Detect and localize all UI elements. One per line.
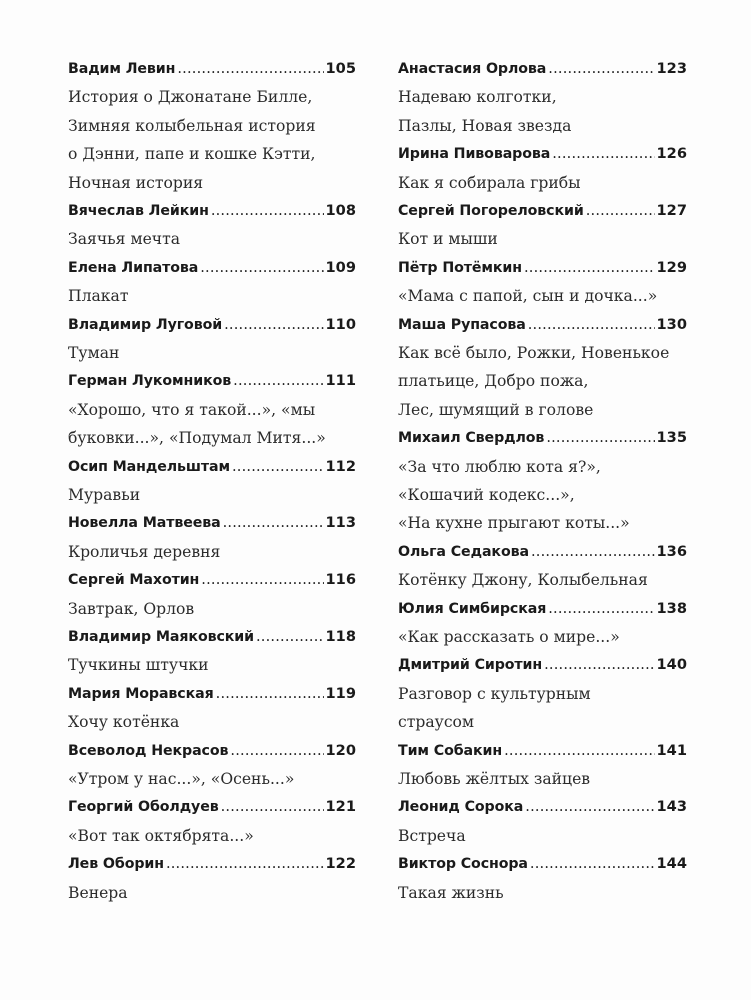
toc-entry bbox=[68, 367, 356, 452]
work-title-line: «Как рассказать о мире...» bbox=[398, 628, 620, 646]
page-number: 140 bbox=[656, 656, 687, 674]
page-number: 111 bbox=[325, 372, 356, 390]
toc-author-line bbox=[398, 538, 687, 566]
page-number: 130 bbox=[656, 315, 687, 333]
dot-leader bbox=[504, 737, 654, 765]
page-number: 116 bbox=[325, 571, 356, 589]
author-name: Вадим Левин bbox=[68, 61, 176, 77]
author-name: Владимир Маяковский bbox=[68, 629, 254, 645]
work-title-line: Зимняя колыбельная история bbox=[68, 116, 316, 135]
work-title-line: Встреча bbox=[398, 826, 466, 845]
works-list bbox=[68, 822, 356, 850]
dot-leader bbox=[224, 311, 323, 339]
dot-leader bbox=[548, 595, 654, 623]
toc-author-line bbox=[68, 55, 356, 83]
author-name: Новелла Матвеева bbox=[68, 515, 221, 532]
work-title-line: Как всё было, Рожки, Новенькое bbox=[398, 343, 670, 362]
work-title-line: История о Джонатане Билле, bbox=[68, 88, 313, 107]
works-list bbox=[68, 396, 356, 453]
toc-author-line bbox=[68, 254, 356, 282]
work-title-line: «На кухне прыгают коты...» bbox=[398, 514, 630, 533]
work-title-line: «Утром у нас...», «Осень...» bbox=[68, 769, 295, 788]
contents-column-left bbox=[68, 55, 356, 907]
page-number: 112 bbox=[325, 457, 356, 475]
work-title-line: Плакат bbox=[68, 287, 129, 306]
toc-entry bbox=[68, 737, 356, 794]
toc-entry bbox=[398, 850, 687, 907]
works-list bbox=[398, 453, 687, 538]
works-list bbox=[68, 481, 356, 509]
author-name: Виктор Соснора bbox=[398, 856, 528, 873]
toc-entry bbox=[68, 197, 356, 254]
toc-author-line bbox=[68, 311, 356, 339]
page-number: 136 bbox=[656, 542, 687, 560]
toc-author-line bbox=[398, 311, 687, 339]
toc-author-line bbox=[68, 793, 356, 821]
author-name: Леонид Сорока bbox=[398, 799, 524, 816]
works-list bbox=[398, 282, 687, 310]
dot-leader bbox=[221, 793, 324, 821]
author-name: Дмитрий Сиротин bbox=[398, 657, 543, 674]
toc-entry bbox=[398, 737, 687, 794]
dot-leader bbox=[528, 311, 655, 339]
work-title-line: Ночная история bbox=[68, 173, 204, 192]
toc-author-line bbox=[68, 197, 356, 225]
works-list bbox=[68, 339, 356, 367]
works-list bbox=[68, 765, 356, 793]
work-title-line: о Дэнни, папе и кошке Кэтти, bbox=[68, 145, 316, 164]
dot-leader bbox=[216, 680, 324, 708]
author-name: Мария Моравская bbox=[68, 685, 214, 702]
page-number: 126 bbox=[656, 145, 687, 163]
author-name: Осип Мандельштам bbox=[68, 458, 230, 475]
author-name: Сергей Погореловский bbox=[398, 203, 584, 219]
toc-author-line bbox=[398, 140, 687, 168]
toc-author-line bbox=[68, 509, 356, 537]
page-number: 127 bbox=[656, 202, 687, 219]
toc-author-line bbox=[68, 850, 356, 878]
toc-entry bbox=[68, 453, 356, 510]
toc-entry bbox=[398, 197, 687, 254]
works-list bbox=[398, 623, 687, 651]
dot-leader bbox=[211, 197, 324, 225]
works-list bbox=[68, 83, 356, 197]
work-title-line: страусом bbox=[398, 713, 475, 732]
works-list bbox=[68, 595, 356, 623]
dot-leader bbox=[232, 453, 324, 481]
work-title-line: Надеваю колготки, bbox=[398, 88, 557, 107]
works-list bbox=[398, 765, 687, 793]
work-title-line: Хочу котёнка bbox=[68, 713, 180, 732]
page-number: 119 bbox=[325, 684, 356, 702]
toc-entry bbox=[68, 55, 356, 197]
work-title-line: Разговор с культурным bbox=[398, 684, 591, 703]
toc-author-line bbox=[398, 793, 687, 821]
page-number: 121 bbox=[325, 798, 356, 816]
toc-entry bbox=[398, 793, 687, 850]
page-number: 105 bbox=[325, 60, 356, 77]
toc-author-line bbox=[68, 737, 356, 765]
toc-author-line bbox=[398, 424, 687, 452]
toc-entry bbox=[68, 680, 356, 737]
work-title-line: Заячья мечта bbox=[68, 230, 181, 249]
dot-leader bbox=[544, 651, 654, 679]
dot-leader bbox=[548, 55, 654, 83]
toc-entry bbox=[68, 254, 356, 311]
page-number: 123 bbox=[656, 60, 687, 77]
work-title-line: Пазлы, Новая звезда bbox=[398, 116, 572, 135]
works-list bbox=[398, 566, 687, 594]
dot-leader bbox=[552, 140, 654, 168]
page-number: 122 bbox=[325, 855, 356, 873]
author-name: Юлия Симбирская bbox=[398, 600, 547, 617]
works-list bbox=[398, 680, 687, 737]
toc-entry bbox=[398, 538, 687, 595]
author-name: Михаил Свердлов bbox=[398, 430, 545, 447]
work-title-line: «За что люблю кота я?», bbox=[398, 457, 601, 476]
page-number: 144 bbox=[656, 855, 687, 873]
dot-leader bbox=[530, 850, 655, 878]
dot-leader bbox=[256, 623, 324, 651]
works-list bbox=[398, 879, 687, 907]
works-list bbox=[398, 225, 687, 253]
toc-author-line bbox=[68, 623, 356, 651]
toc-entry bbox=[398, 55, 687, 140]
page-number: 109 bbox=[325, 258, 356, 276]
work-title-line: Венера bbox=[68, 883, 128, 902]
page-number: 135 bbox=[656, 429, 687, 447]
toc-author-line bbox=[398, 254, 687, 282]
author-name: Ольга Седакова bbox=[398, 543, 529, 560]
page-number: 113 bbox=[325, 514, 356, 532]
page-number: 143 bbox=[656, 798, 687, 816]
work-title-line: Любовь жёлтых зайцев bbox=[398, 770, 591, 788]
toc-entry bbox=[68, 850, 356, 907]
author-name: Лев Оборин bbox=[68, 856, 164, 873]
work-title-line: Туман bbox=[68, 344, 120, 362]
page-number: 138 bbox=[656, 599, 687, 617]
work-title-line: Муравьи bbox=[68, 486, 141, 504]
dot-leader bbox=[201, 566, 323, 594]
work-title-line: Лес, шумящий в голове bbox=[398, 400, 594, 419]
page-number: 120 bbox=[325, 741, 356, 759]
dot-leader bbox=[166, 850, 324, 878]
toc-author-line bbox=[398, 651, 687, 679]
author-name: Пётр Потёмкин bbox=[398, 259, 522, 276]
page-number: 108 bbox=[325, 202, 356, 220]
toc-author-line bbox=[68, 566, 356, 594]
toc-entry bbox=[398, 140, 687, 197]
work-title-line: «Вот так октябрята...» bbox=[68, 826, 254, 845]
contents-column-right bbox=[398, 55, 687, 907]
author-name: Маша Рупасова bbox=[398, 316, 526, 333]
toc-entry bbox=[398, 595, 687, 652]
author-name: Елена Липатова bbox=[68, 259, 199, 276]
work-title-line: «Мама с папой, сын и дочка...» bbox=[398, 287, 658, 306]
works-list bbox=[68, 282, 356, 310]
toc-entry bbox=[398, 651, 687, 736]
toc-author-line bbox=[398, 737, 687, 765]
work-title-line: Завтрак, Орлов bbox=[68, 599, 195, 618]
author-name: Владимир Луговой bbox=[68, 316, 223, 333]
dot-leader bbox=[223, 509, 324, 537]
work-title-line: Как я собирала грибы bbox=[398, 173, 581, 192]
toc-author-line bbox=[68, 680, 356, 708]
toc-author-line bbox=[68, 453, 356, 481]
author-name: Сергей Махотин bbox=[68, 572, 200, 589]
works-list bbox=[68, 708, 356, 736]
author-name: Анастасия Орлова bbox=[398, 61, 547, 77]
toc-author-line bbox=[68, 367, 356, 395]
works-list bbox=[398, 83, 687, 140]
author-name: Георгий Оболдуев bbox=[68, 799, 219, 816]
toc-entry bbox=[398, 311, 687, 425]
author-name: Вячеслав Лейкин bbox=[68, 203, 209, 220]
works-list bbox=[68, 879, 356, 907]
dot-leader bbox=[586, 197, 655, 225]
dot-leader bbox=[200, 254, 323, 282]
toc-entry bbox=[398, 424, 687, 538]
work-title-line: Котёнку Джону, Колыбельная bbox=[398, 571, 648, 590]
author-name: Герман Лукомников bbox=[68, 373, 232, 390]
work-title-line: платьице, Добро пожа, bbox=[398, 372, 589, 391]
dot-leader bbox=[233, 367, 323, 395]
work-title-line: Кот и мыши bbox=[398, 230, 498, 249]
author-name: Тим Собакин bbox=[398, 742, 503, 759]
author-name: Ирина Пивоварова bbox=[398, 146, 551, 163]
works-list bbox=[68, 538, 356, 566]
page-number: 129 bbox=[656, 258, 687, 276]
works-list bbox=[68, 651, 356, 679]
dot-leader bbox=[230, 737, 323, 765]
toc-entry bbox=[68, 623, 356, 680]
dot-leader bbox=[177, 55, 323, 83]
author-name: Всеволод Некрасов bbox=[68, 742, 229, 759]
work-title-line: Такая жизнь bbox=[398, 883, 504, 902]
works-list bbox=[398, 339, 687, 424]
page-number: 118 bbox=[325, 628, 356, 645]
toc-entry bbox=[398, 254, 687, 311]
dot-leader bbox=[525, 793, 654, 821]
toc-entry bbox=[68, 793, 356, 850]
toc-entry bbox=[68, 311, 356, 368]
work-title-line: Тучкины штучки bbox=[68, 656, 209, 675]
dot-leader bbox=[531, 538, 655, 566]
work-title-line: Кроличья деревня bbox=[68, 542, 221, 561]
toc-author-line bbox=[398, 55, 687, 83]
dot-leader bbox=[524, 254, 655, 282]
page-number: 141 bbox=[656, 741, 687, 759]
toc-author-line bbox=[398, 197, 687, 225]
works-list bbox=[68, 225, 356, 253]
work-title-line: «Хорошо, что я такой...», «мы bbox=[68, 400, 316, 419]
toc-entry bbox=[68, 509, 356, 566]
dot-leader bbox=[546, 424, 654, 452]
toc-author-line bbox=[398, 850, 687, 878]
page-number: 110 bbox=[325, 315, 356, 333]
toc-entry bbox=[68, 566, 356, 623]
work-title-line: буковки...», «Подумал Митя...» bbox=[68, 429, 326, 448]
work-title-line: «Кошачий кодекс...», bbox=[398, 486, 575, 504]
works-list bbox=[398, 169, 687, 197]
toc-author-line bbox=[398, 595, 687, 623]
works-list bbox=[398, 822, 687, 850]
